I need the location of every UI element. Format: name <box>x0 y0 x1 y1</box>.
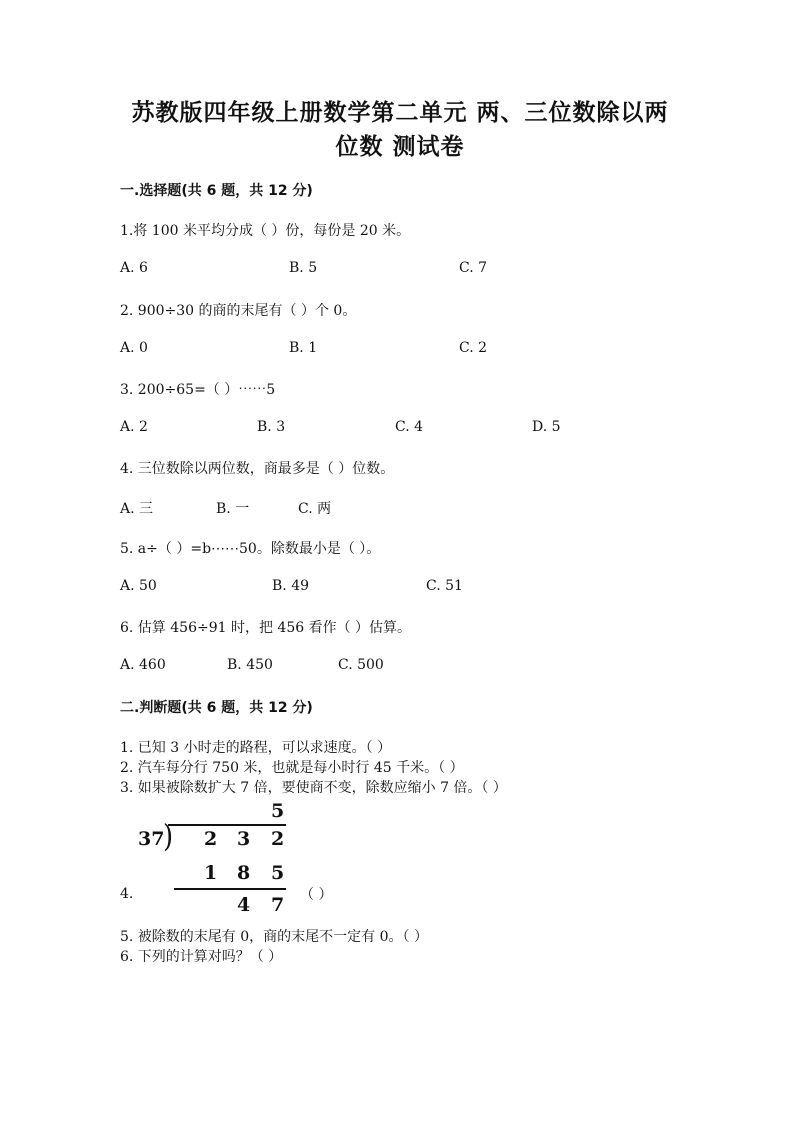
choice-4-option-a[interactable]: A. 三 <box>120 501 154 517</box>
section-heading-judge: 二.判断题(共 6 题，共 12 分) <box>120 700 313 716</box>
choice-3-option-c[interactable]: C. 4 <box>395 419 424 435</box>
choice-question-5: 5. a÷（ ）=b⋯⋯50。除数最小是（ ）。 <box>120 541 381 557</box>
choice-6-option-c[interactable]: C. 500 <box>338 657 384 673</box>
judge-4-answer-blank: （ ） <box>300 887 333 903</box>
judge-question-4: 4. <box>120 886 134 902</box>
choice-2-option-b[interactable]: B. 1 <box>289 340 318 356</box>
choice-5-option-b[interactable]: B. 49 <box>272 578 310 594</box>
judge-question-6: 6. 下列的计算对吗？（ ） <box>120 949 283 965</box>
choice-1-option-b[interactable]: B. 5 <box>289 260 318 276</box>
long-division-subtraction-line <box>174 888 286 890</box>
product-digit: 8 <box>237 862 251 884</box>
choice-question-2: 2. 900÷30 的商的末尾有（ ）个 0。 <box>120 303 357 319</box>
choice-4-option-c[interactable]: C. 两 <box>298 501 332 517</box>
dividend-digit: 3 <box>237 828 251 850</box>
choice-question-1: 1.将 100 米平均分成（ ）份，每份是 20 米。 <box>120 223 411 239</box>
remainder-digit: 4 <box>237 894 251 916</box>
choice-4-option-b[interactable]: B. 一 <box>216 501 250 517</box>
dividend-digit: 2 <box>271 828 285 850</box>
choice-6-option-b[interactable]: B. 450 <box>227 657 273 673</box>
dividend-digit: 2 <box>204 828 218 850</box>
choice-6-option-a[interactable]: A. 460 <box>120 657 166 673</box>
long-division-divisor: 37 <box>138 828 165 850</box>
choice-5-option-a[interactable]: A. 50 <box>120 578 157 594</box>
choice-2-option-a[interactable]: A. 0 <box>120 340 148 356</box>
judge-question-3: 3. 如果被除数扩大 7 倍，要使商不变，除数应缩小 7 倍。（ ） <box>120 780 507 796</box>
remainder-digit: 7 <box>271 894 285 916</box>
choice-question-4: 4. 三位数除以两位数，商最多是（ ）位数。 <box>120 461 395 477</box>
choice-1-option-a[interactable]: A. 6 <box>120 260 148 276</box>
judge-question-1: 1. 已知 3 小时走的路程，可以求速度。（ ） <box>120 740 392 756</box>
choice-question-6: 6. 估算 456÷91 时，把 456 看作（ ）估算。 <box>120 620 412 636</box>
long-division-bracket: ) <box>163 819 174 855</box>
section-heading-choice: 一.选择题(共 6 题，共 12 分) <box>120 183 313 199</box>
long-division-quotient: 5 <box>271 800 285 822</box>
product-digit: 1 <box>204 862 218 884</box>
choice-3-option-b[interactable]: B. 3 <box>257 419 286 435</box>
choice-2-option-c[interactable]: C. 2 <box>459 340 488 356</box>
product-digit: 5 <box>271 862 285 884</box>
choice-3-option-d[interactable]: D. 5 <box>532 419 561 435</box>
long-division-figure <box>132 800 292 920</box>
page-title-line-1: 苏教版四年级上册数学第二单元 两、三位数除以两 <box>131 100 669 126</box>
judge-question-2: 2. 汽车每分行 750 米，也就是每小时行 45 千米。（ ） <box>120 760 464 776</box>
choice-3-option-a[interactable]: A. 2 <box>120 419 148 435</box>
long-division-top-bar <box>168 824 286 826</box>
page-title-line-2: 位数 测试卷 <box>335 134 465 160</box>
choice-1-option-c[interactable]: C. 7 <box>459 260 488 276</box>
choice-question-3: 3. 200÷65=（ ）⋯⋯5 <box>120 382 276 398</box>
choice-5-option-c[interactable]: C. 51 <box>426 578 463 594</box>
judge-question-5: 5. 被除数的末尾有 0，商的末尾不一定有 0。（ ） <box>120 929 428 945</box>
